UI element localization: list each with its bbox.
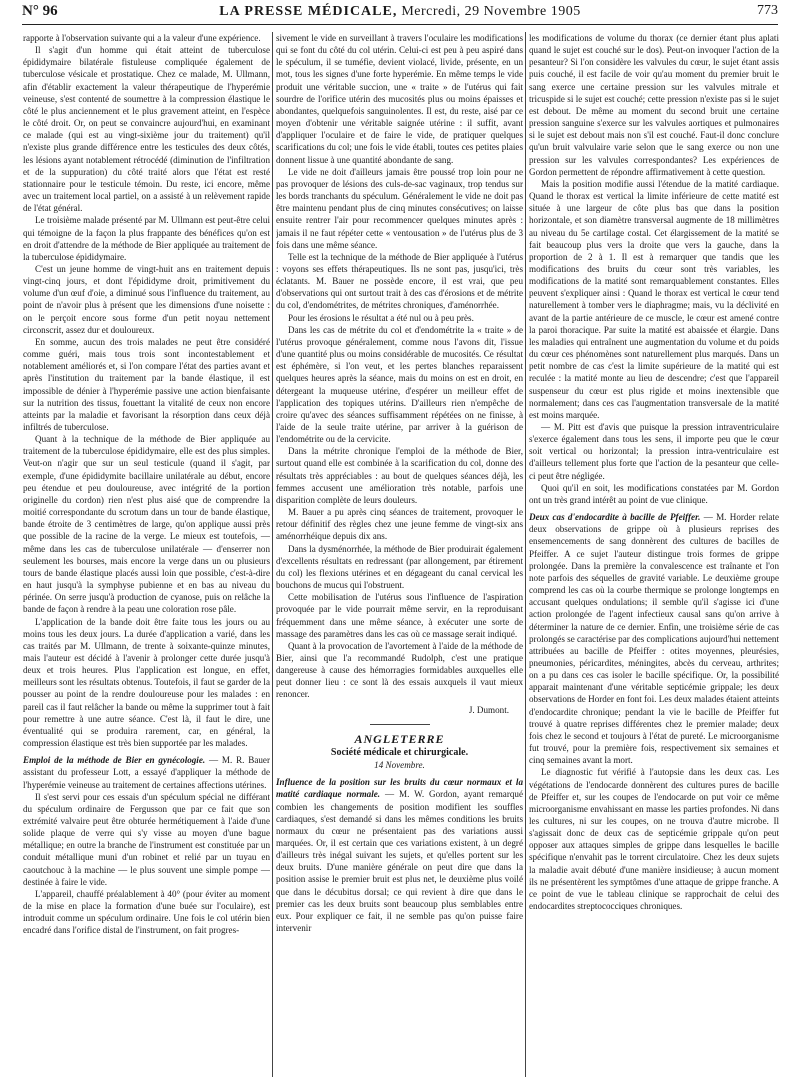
section-heading: ANGLETERRE xyxy=(354,731,445,746)
paragraph: En somme, aucun des trois malades ne peut être considéré comme guéri, mais tous trois sont incontestablement et notablement améliorés et, si l'on compare l'état des parties avant et après l'institution du traitement par la bande élastique, il est impossible de dénier à l'hyperémie passive une action bienfaisante sur la nutrition des tissus, fouettant la vitalité de ceux non encore atteints par la maladie et favorisant la résorption dans ceux déjà infiltrés de tuberculose. xyxy=(23,336,270,432)
paragraph: Pour les érosions le résultat a été nul ou à peu près. xyxy=(288,312,474,323)
paragraph: rapporte à l'observation suivante qui a la valeur d'une expérience. xyxy=(23,33,261,43)
paragraph: Quoi qu'il en soit, les modifications constatées par M. Gordon ont un très grand intérêt au point de vue clinique. xyxy=(529,482,779,505)
paragraph: Il s'est servi pour ces essais d'un spéculum spécial ne différant du spéculum ordinaire de Fergusson que par ce fait que son extrémité valvaire peut être obturée hermétiquement à l'aide d'une solide plaque de verre qui s'y visse au moyen d'une bague métallique; en outre la branche de l'instrument est constituée par un conduit métallique muni d'un robinet et relié par un tuyau en caoutchouc à la machine — le plus souvent une simple pompe — destinée à faire le vide. xyxy=(23,791,270,887)
paragraph: L'application de la bande doit être faite tous les jours ou au moins tous les deux jours. La durée d'application a varié, dans les cas traités par M. Ullmann, de trente à soixante-quinze minutes, mais l'auteur est décidé à l'avenir à prolonger cette durée jusqu'à deux et trois heures. Plus l'application est longue, en effet, meilleurs sont les résultats obtenus. Toutefois, il faut se garder de la pousser au point de la rendre douloureuse pour les malades : en pareil cas il faut relâcher la bande ou même la supprimer tout à fait pour remettre à une autre séance. C'est là, il faut le dire, une éventualité qui se produira rarement, car, en général, la compression élastique est très bien supportée par les malades. xyxy=(23,616,270,749)
section-title: Emploi de la méthode de Bier en gynécologie. xyxy=(23,755,206,766)
society-name: Société médicale et chirurgicale. xyxy=(330,746,469,758)
paragraph: Telle est la technique de la méthode de Bier appliquée à l'utérus : voyons ses effets thérapeutiques. Ils ne sont pas, jusqu'ici, très éclatants. M. Bauer ne possède encore, il est vrai, que peu d'observations qui ont surtout trait à des cas d'érosions et de métrite du col, d'endométrites, de métrites chroniques, d'aménorrhée. xyxy=(276,251,523,311)
paragraph: L'appareil, chauffé préalablement à 40° (pour éviter au moment de la mise en place la formation d'une buée sur l'oculaire), est introduit comme un spéculum ordinaire. Une fois le col utérin bien encadré dans l'orifice distal de l'instrument, on fait progres- xyxy=(23,888,270,936)
journal-title: LA PRESSE MÉDICALE, xyxy=(219,4,398,19)
paragraph: Dans les cas de métrite du col et d'endométrite la « traite » de l'utérus provoque généralement, comme nous l'avons dit, l'issue d'une quantité plus ou moins considérable de mucosités. Ce résultat est éphémère, si l'on veut, et les pertes blanches reparaissent quelques heures après la séance, mais du moins on est en droit, en détergeant la muqueuse utérine, d'espérer un meilleur effet de l'application des topiques utérins. D'ailleurs rien n'empêche de croire qu'avec des séances suffisamment répétées on ne finisse, à l'aide de la seule traite utérine, par arriver à la guérison de l'endométrite ou de la cervicite. xyxy=(276,324,523,445)
column-divider xyxy=(525,32,526,1077)
section-paragraph xyxy=(529,511,779,766)
paragraph: Le troisième malade présenté par M. Ullmann est peut-être celui qui témoigne de la façon la plus frappante des bénéfices qu'on est en droit d'attendre de la méthode de Bier appliquée au traitement de la tuberculose épididymaire. xyxy=(23,215,270,262)
paragraph: Le vide ne doit d'ailleurs jamais être poussé trop loin pour ne pas provoquer de lésions des culs-de-sac vaginaux, trop tendus sur les bords tranchants du spéculum. Généralement le vide ne doit pas être maintenu pendant plus de cinq minutes consécutives; on laisse ensuite rentrer l'air pour recommencer quelques minutes après : jamais il ne faut répéter cette « ventousation » de l'utérus plus de 3 fois dans une même séance. xyxy=(276,166,523,250)
section-lead: — M. R. Bauer assistant du professeur Lott, a essayé d'appliquer la méthode de l'hyperémie veineuse au traitement de certaines affections utérines. xyxy=(23,755,270,790)
masthead xyxy=(22,4,778,20)
author-signature: J. Dumont. xyxy=(468,704,509,715)
section-paragraph xyxy=(276,776,523,934)
paragraph: Dans la métrite chronique l'emploi de la méthode de Bier, surtout quand elle est combinée à la scarification du col, donne des résultats très appréciables : au bout de quelques séances déjà, les femmes accusent une amélioration très notable, parfois une disparition complète de leurs douleurs. xyxy=(276,446,523,505)
paragraph: M. Bauer a pu après cinq séances de traitement, provoquer le retour définitif des règles chez une jeune femme de vingt-six ans aménorrhéique depuis dix ans. xyxy=(276,507,523,542)
paragraph: — M. Pitt est d'avis que puisque la pression intraventriculaire s'exerce également dans tous les sens, il importe peu que le cœur soit vertical ou horizontal; la pression intra-ventriculaire est d'ailleurs tellement plus forte que l'action de la pesanteur que celle-ci peut être négligée. xyxy=(529,422,779,481)
page-header xyxy=(22,0,778,25)
paragraph: C'est un jeune homme de vingt-huit ans en traitement depuis vingt-cinq jours, et dont l'épididyme droit, primitivement du volume d'un œuf d'oie, a diminué sous l'influence du traitement, au point de n'avoir plus à présent que les dimensions d'une noisette : on le perçoit encore sous forme d'un petit noyau nettement circonscrit, assez dur et douloureux. xyxy=(23,263,270,335)
column-divider xyxy=(272,32,273,1077)
paragraph: Quant à la provocation de l'avortement à l'aide de la méthode de Bier, ainsi que l'a recommandé Rudolph, c'est une pratique dangereuse à cause des hémorragies formidables auxquelles elle peut donner lieu : ce sont là des essais auxquels il vaut mieux renoncer. xyxy=(276,640,523,700)
paragraph: Il s'agit d'un homme qui était atteint de tuberculose épididymaire bilatérale fistuleuse compliquée également de tuberculose vésicale et prostatique. Chez ce malade, M. Ullmann, afin d'établir exactement la valeur thérapeutique de l'hyperémie veineuse, s'est contenté de soumettre à la compression élastique le côté le plus anciennement et le plus gravement atteint, en l'espèce le côté droit. Or, on peut se convaincre aujourd'hui, en examinant ce malade (qui est au vingt-sixième jour du traitement) qu'il n'existe plus grande différence entre les testicules des deux côtés, les lésions ayant notablement rétrocédé (diminution de l'infiltration et de la suppuration) du côté traité alors que l'état est resté stationnaire pour le testicule témoin. Du reste, ici encore, même avec un traitement local partiel, on a assisté à un relèvement rapide de l'état général. xyxy=(23,45,270,214)
paragraph: Dans la dysménorrhée, la méthode de Bier produirait également d'excellents résultats en redressant (par allongement, par étirement du col) les flexions utérines et en dégageant du canal cervical les bouchons de mucus qui l'obstruent. xyxy=(276,543,523,591)
section-title: Deux cas d'endocardite à bacille de Pfeiffer. xyxy=(529,512,701,523)
column-right xyxy=(529,32,779,1077)
issue-date: Mercredi, 29 Novembre 1905 xyxy=(401,4,581,19)
paragraph: Mais la position modifie aussi l'étendue de la matité cardiaque. Quand le thorax est vertical la limite inférieure de cette matité est située à une largeur de côte plus bas que dans la position horizontale, et son diamètre transversal augmente de 18 millimètres au niveau du 5e cartilage costal. Cet élargissement de la matité se fait beaucoup plus vers la droite que vers la gauche, dans la proportion de 2 à 1. Il est à remarquer que tandis que les modifications des bruits du cœur sont très variables, les modifications de la matité sont remarquablement constantes. Elles peuvent s'expliquer ainsi : Quand le thorax est vertical le cœur tend naturellement à tomber vers le diaphragme; mais, vu la déclivité en avant de la partie antérieure de ce muscle, le cœur est amené contre la paroi thoracique. Par suite la matité est abaissée et élargie. Dans les maladies qui entraînent une augmentation du volume et du poids du cœur ces phénomènes sont naturellement plus marqués. Dans un petit nombre de cas c'est la limite supérieure de la matité qui est reculée : la matité monte au lieu de descendre; c'est que l'appareil suspenseur du cœur est plus rigide et moins inextensible que normalement; dans ces cas l'augmentation transversale de la matité est moins marquée. xyxy=(529,178,779,420)
section-title: Influence de la position sur les bruits du cœur normaux et la matité cardiaque normale. xyxy=(276,777,523,800)
paragraph: les modifications de volume du thorax (ce dernier étant plus aplati quand le sujet est couché sur le dos). Peut-on invoquer l'action de la pesanteur? Si l'on considère les valvules du cœur, le sujet étant assis puis couché, il est facile de voir qu'au moment du premier bruit le sang exerce une certaine pression sur les valvules mitrale et tricuspide si le sujet est couché; cette pression n'existe pas si le sujet est debout. De même au moment du second bruit une certaine pression sanguine s'exerce sur les valvules aortiques et pulmonaires si le sujet est debout mais non s'il est couché. Faut-il donc conclure qu'un bruit valvulaire varie selon que le sang exerce ou non une pression sur les valvules correspondantes? Les expériences de Gordon permettent de répondre affirmativement à cette question. xyxy=(529,33,779,177)
session-date: 14 Novembre. xyxy=(374,760,425,771)
paragraph: Cette mobilisation de l'utérus sous l'influence de l'aspiration provoquée par le vide pourrait même servir, en la reproduisant fréquemment dans une même séance, à exécuter une sorte de massage des paramètres dans les cas où ce massage serait indiqué. xyxy=(276,592,523,639)
section-lead: — M. W. Gordon, ayant remarqué combien les changements de position modifient les souffles cardiaques, s'est demandé si dans les mêmes conditions les bruits normaux du cœur ne présentaient pas des variations aussi marquées. Or, il est certain que ces variations existent, à un degré d'ailleurs très inégal suivant les sujets, et qu'elles portent sur les deux bruits. D'une manière générale on peut dire que dans la position assise le premier bruit est plus net, le deuxième plus voilé que dans le décubitus dorsal; ce qui revient à dire que dans le premier cas les deux bruits sont beaucoup plus semblables entre eux. Pour expliquer ce fait, il ne semble pas qu'on puisse faire intervenir xyxy=(276,789,523,934)
column-middle xyxy=(276,32,523,1077)
section-separator xyxy=(370,724,430,725)
issue-number: N° 96 xyxy=(22,3,58,19)
section-lead: — M. Horder relate deux observations de grippe où à plusieurs reprises des ensemencements de sang donnèrent des cultures de bacilles de Pfeiffer. A ce sujet l'auteur distingue trois formes de grippe prolongée. Dans la première la convalescence est traînante et l'on note parfois des séquelles de gravité variable. Le deuxième groupe comprend les cas où la courbe thermique se prolonge longtemps en accusant quelques ondulations; il semble qu'il s'agisse ici d'une action prolongée de l'agent infectieux causal sans qu'on arrive à déterminer la nature de ce dernier. Enfin, une troisième série de cas prolongés se caractérise par des complications aujourd'hui nettement attribuées au bacille de Pfeiffer : otites moyennes, pleurésies, pneumonies, péricardites, méningites, abcès du cerveau, arthrites; on a pu dans ces cas isoler le bacille spécifique. Or, la possibilité apparait maintenant d'une véritable septicémie grippale; les deux observations de Horder en font foi. Les deux malades étaient atteints d'endocardite chronique; pendant la vie le bacille de Pfeiffer fut trouvé à quatre reprises différentes chez le premier malade; deux fois chez le second et toujours à l'état de pureté. Le microorganisme fut trouvé, pour la première fois, respectivement six semaines et cinq semaines avant la mort. xyxy=(529,512,779,766)
column-left xyxy=(23,32,270,1077)
paragraph: sivement le vide en surveillant à travers l'oculaire les modifications qui se font du côté du col utérin. Celui-ci est peu à peu aspiré dans le spéculum, il se tuméfie, devient violacé, livide, présente, en un mot, tous les signes d'une forte hyperémie. En même temps le vide produit une véritable succion, une « traite » de l'utérus qui fait sourdre de l'orifice utérin des mucosités plus ou moins épaisses et abondantes, quelquefois sanguinolentes. Il est, du reste, aisé par ce moyen d'obtenir une véritable saignée utérine : il suffit, avant d'appliquer l'oculaire et de faire le vide, de pratiquer quelques scarifications du col; une fois le vide établi, toutes ces petites plaies donnent lissue à une quantité abondante de sang. xyxy=(276,33,523,165)
page-number: 773 xyxy=(757,3,778,18)
paragraph: Le diagnostic fut vérifié à l'autopsie dans les deux cas. Les végétations de l'endocarde donnèrent des cultures pures de bacille de Pfeiffer et, sur les coupes de l'endocarde on put voir ce même microorganisme envahissant en masse les parties profondes. Ni dans les cultures, ni sur les coupes, on ne trouva d'autre microbe. Il s'agissait donc de deux cas de septicémie grippale qu'on peut opposer aux attaques simples de grippe dans lesquelles le bacille spécifique n'envahit pas le torrent circulatoire. Chez les deux sujets la maladie avait débuté d'une manière insidieuse; à aucun moment ils ne présentèrent les symptômes d'une attaque de grippe franche. A ce point de vue le tableau clinique se rapprochait de celui des endocardites streptococciques chroniques. xyxy=(529,767,779,912)
section-paragraph xyxy=(23,754,270,790)
paragraph: Quant à la technique de la méthode de Bier appliquée au traitement de la tuberculose épididymaire, elle est des plus simples. Veut-on n'agir que sur un seul testicule (quand il s'agit, par exemple, d'une épididymite bacillaire unilatérale au début, encore peu étendue et peu douloureuse, avec intégrité de la portion originelle du cordon) rien n'est plus aisé que de comprendre la moitié correspondante du scrotum dans un tour de bande élastique, bande étroite de 3 centimètres de large, qu'on applique aussi près que possible de la racine de la verge. Le mieux est toutefois, — même dans les cas de tuberculose unilatérale — d'enserrer non seulement les bourses, mais encore la verge dans un ou plusieurs tours de bande élastique placés aussi loin que possible, c'est-à-dire en haut jusqu'à la symphyse pubienne et en bas au niveau du périnée. On serre jusqu'à production de cyanose, puis on relâche la bande de façon à rendre à la peau une coloration rose pâle. xyxy=(23,434,270,615)
